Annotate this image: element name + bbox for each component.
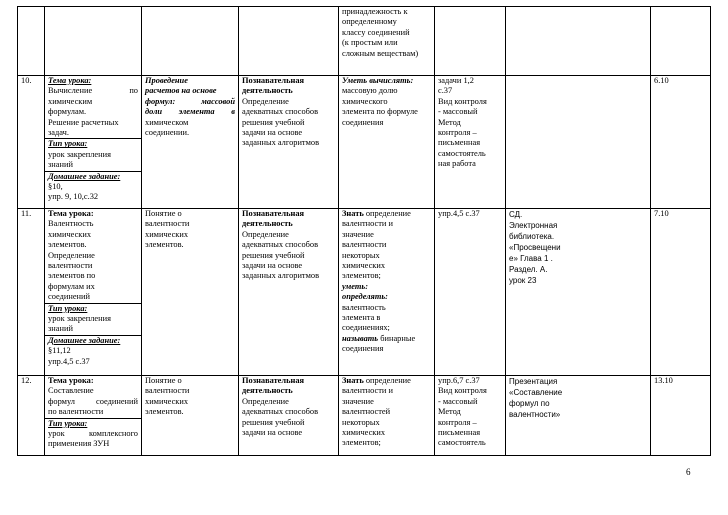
cell-skills: Знать определение валентности и значение валентности некоторых химических элементов; уметь: определять: валентность элемента в соединениях; называть бинарные соединения bbox=[339, 209, 435, 376]
cell-content bbox=[142, 7, 239, 76]
cell-topic: Тема урока: Составление формул соединений по валентности Тип урока: урок комплексного применения ЗУН bbox=[45, 376, 142, 456]
cell-activity: Познавательная деятельность Определение адекватных способов решения учебной задачи на основе bbox=[239, 376, 339, 456]
table-row bbox=[18, 7, 711, 76]
lesson-date: 7.10 bbox=[651, 209, 711, 376]
cell-activity bbox=[239, 7, 339, 76]
cell-num bbox=[18, 7, 45, 76]
cell-resources bbox=[506, 76, 651, 209]
cell-date bbox=[651, 7, 711, 76]
table-row bbox=[18, 376, 711, 456]
cell-resources: СД. Электронная библиотека. «Просвещени е» Глава 1 . Раздел. А. урок 23 bbox=[506, 209, 651, 376]
cell-content: Проведение расчетов на основе формул: массовой доли элемента в химическом соединении. bbox=[142, 76, 239, 209]
cell-resources: Презентация «Составление формул по валентности» bbox=[506, 376, 651, 456]
cell-content: Понятие о валентности химических элементов. bbox=[142, 376, 239, 456]
page-number: 6 bbox=[686, 467, 691, 477]
cell-control: задачи 1,2 с.37 Вид контроля - массовый Метод контроля – письменная самостоятель ная работа bbox=[435, 76, 506, 209]
cell-topic bbox=[45, 7, 142, 76]
cell-content: Понятие о валентности химических элементов. bbox=[142, 209, 239, 376]
table-row bbox=[18, 209, 711, 376]
lesson-number: 10. bbox=[18, 76, 45, 209]
cell-skills: Уметь вычислять: массовую долю химического элемента по формуле соединения bbox=[339, 76, 435, 209]
cell-topic: Тема урока: Валентность химических элементов. Определение валентности элементов по формулам их соединений Тип урока: урок закрепления знаний Домашнее задание: §11,12 упр.4,5 с.37 bbox=[45, 209, 142, 376]
cell-skills: принадлежность к определенному классу соединений (к простым или сложным веществам) bbox=[339, 7, 435, 76]
cell-control bbox=[435, 7, 506, 76]
cell-control: упр.4,5 с.37 bbox=[435, 209, 506, 376]
cell-skills: Знать определение валентности и значение валентностей некоторых химических элементов; bbox=[339, 376, 435, 456]
lesson-number: 12. bbox=[18, 376, 45, 456]
cell-topic: Тема урока: Вычисление по химическим формулам. Решение расчетных задач. Тип урока: урок закрепления знаний Домашнее задание: §10, упр. 9, 10,с.32 bbox=[45, 76, 142, 209]
cell-control: упр.6,7 с.37 Вид контроля - массовый Метод контроля – письменная самостоятель bbox=[435, 376, 506, 456]
lesson-plan-table bbox=[17, 6, 711, 456]
table-row bbox=[18, 76, 711, 209]
lesson-date: 6.10 bbox=[651, 76, 711, 209]
cell-activity: Познавательная деятельность Определение адекватных способов решения учебной задачи на основе заданных алгоритмов bbox=[239, 209, 339, 376]
lesson-number: 11. bbox=[18, 209, 45, 376]
cell-resources bbox=[506, 7, 651, 76]
lesson-date: 13.10 bbox=[651, 376, 711, 456]
cell-activity: Познавательная деятельность Определение адекватных способов решения учебной задачи на основе заданных алгоритмов bbox=[239, 76, 339, 209]
